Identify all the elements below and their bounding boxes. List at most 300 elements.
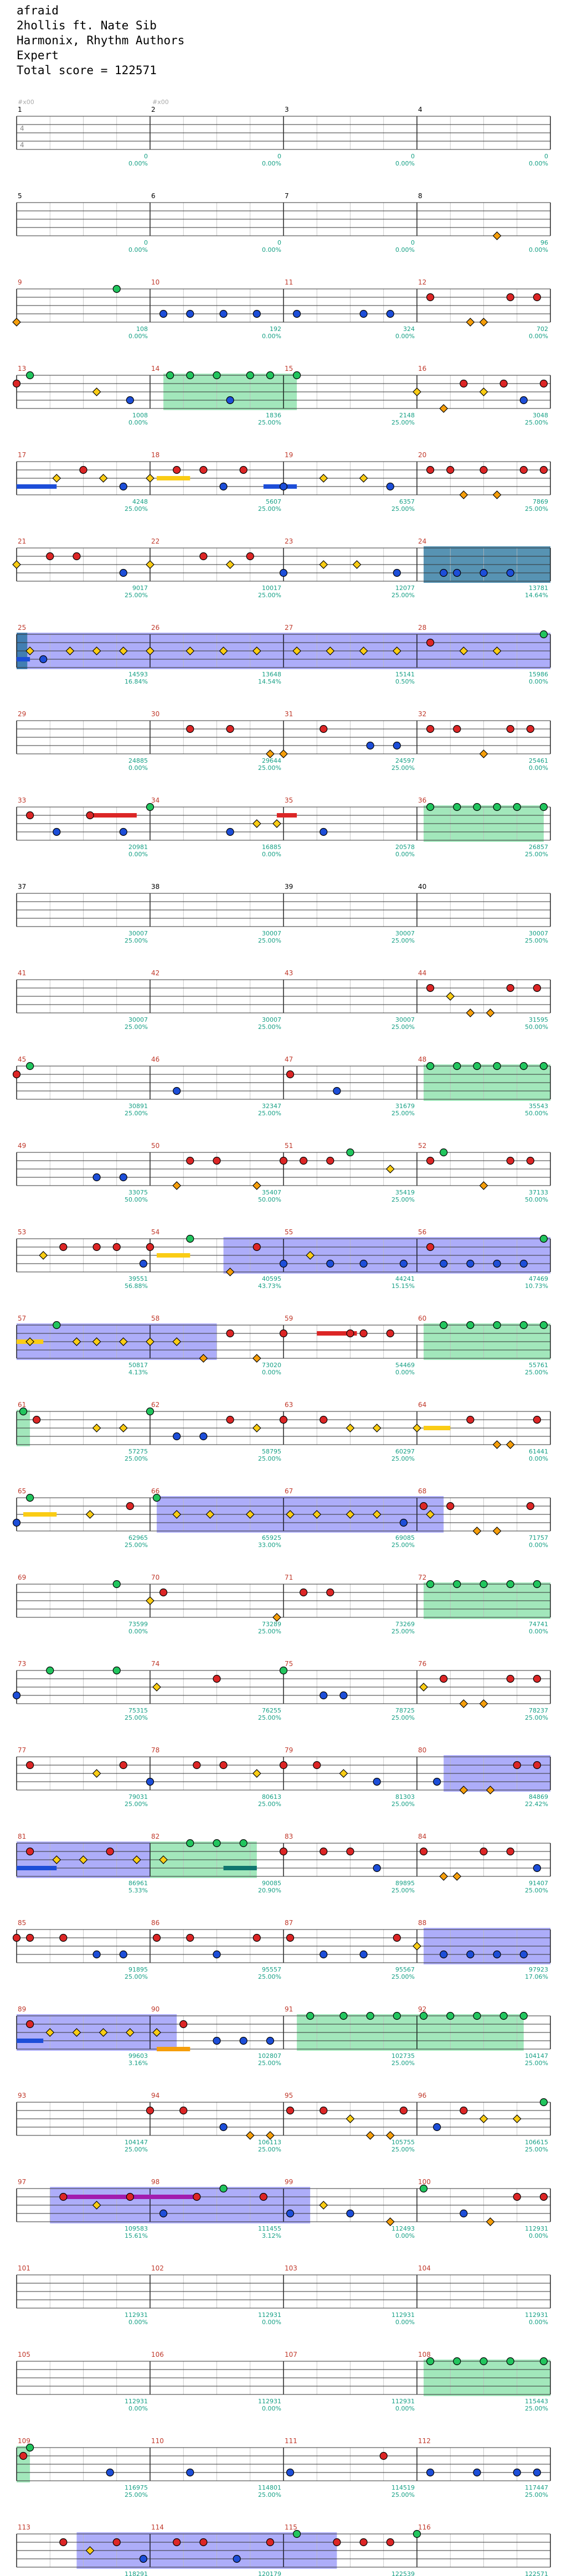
green-note xyxy=(187,1840,194,1847)
measure-score: 20578 xyxy=(395,844,415,851)
measure-percent: 25.00% xyxy=(525,1369,548,1376)
measure-number: 77 xyxy=(18,1746,27,1754)
measure-score: 2148 xyxy=(399,412,415,419)
measure-number: 9 xyxy=(18,278,22,286)
measure-percent: 25.00% xyxy=(258,2060,281,2067)
blue-note xyxy=(453,570,461,577)
orange-note xyxy=(253,1182,261,1189)
measure-number: 43 xyxy=(285,969,293,977)
red-note xyxy=(180,2107,187,2114)
yellow-note xyxy=(93,1424,101,1432)
red-note xyxy=(280,1330,287,1337)
measure-percent: 25.00% xyxy=(125,505,148,513)
blue-note xyxy=(40,656,47,663)
red-note xyxy=(200,553,207,560)
measure-score: 30007 xyxy=(262,930,281,937)
red-note xyxy=(220,1762,227,1769)
green-note xyxy=(447,2013,454,2020)
red-note xyxy=(200,2539,207,2546)
measure-percent: 0.00% xyxy=(128,851,148,858)
red-note xyxy=(187,1934,194,1942)
blue-note xyxy=(360,1260,367,1268)
measure-percent: 25.00% xyxy=(391,764,415,772)
measure-number: 86 xyxy=(151,1919,160,1927)
measure-number: 104 xyxy=(418,2264,431,2272)
measure-score: 1008 xyxy=(132,412,148,419)
blue-note xyxy=(13,1519,20,1527)
measure-number: 63 xyxy=(285,1401,293,1409)
red-note xyxy=(226,1416,234,1424)
measure-score: 30007 xyxy=(529,930,548,937)
red-note xyxy=(347,1330,354,1337)
orange-note xyxy=(440,1872,447,1880)
measure-percent: 25.00% xyxy=(391,1023,415,1031)
blue-note xyxy=(140,1260,147,1268)
measure-percent: 25.00% xyxy=(125,1714,148,1721)
green-note xyxy=(367,2013,374,2020)
measure-percent: 25.00% xyxy=(258,764,281,772)
sustain-bar xyxy=(157,1253,190,1258)
red-note xyxy=(73,553,80,560)
measure-number: 115 xyxy=(285,2523,297,2531)
measure-percent: 25.00% xyxy=(525,937,548,944)
measure-percent: 25.00% xyxy=(125,1110,148,1117)
yellow-note xyxy=(146,1597,154,1605)
measure-percent: 25.00% xyxy=(391,2060,415,2067)
red-note xyxy=(113,1244,120,1251)
yellow-note xyxy=(53,474,60,482)
measure-percent: 25.00% xyxy=(125,1455,148,1462)
red-note xyxy=(507,294,514,301)
measure-percent: 0.00% xyxy=(262,851,281,858)
yellow-note xyxy=(146,474,154,482)
red-note xyxy=(320,2107,327,2114)
measure-score: 108 xyxy=(136,325,148,333)
green-note xyxy=(453,2358,461,2365)
red-note xyxy=(246,553,254,560)
orange-note xyxy=(487,1009,494,1017)
measure-score: 115443 xyxy=(525,2398,548,2405)
green-note xyxy=(540,1063,547,1070)
measure-percent: 25.00% xyxy=(258,419,281,426)
measure-number: 20 xyxy=(418,451,427,459)
red-note xyxy=(533,985,540,992)
measure-score: 114801 xyxy=(258,2484,281,2491)
green-note xyxy=(147,804,154,811)
green-note xyxy=(340,2013,347,2020)
green-note xyxy=(540,631,547,638)
measure-number: 33 xyxy=(18,796,27,804)
measure-score: 1836 xyxy=(266,412,281,419)
measure-number: 102 xyxy=(151,2264,164,2272)
yellow-note xyxy=(386,1165,394,1173)
blue-note xyxy=(373,1865,380,1872)
blue-note xyxy=(147,1778,154,1786)
measure-number: 72 xyxy=(418,1574,427,1581)
blue-note xyxy=(120,1951,127,1958)
measure-score: 0 xyxy=(277,153,281,160)
blue-note xyxy=(120,1174,127,1181)
measure-percent: 0.00% xyxy=(262,2405,281,2412)
measure-score: 25461 xyxy=(529,757,548,764)
measure-score: 112931 xyxy=(525,2311,548,2319)
measure-percent: 25.00% xyxy=(391,937,415,944)
measure-number: 34 xyxy=(151,796,160,804)
sustain-bar xyxy=(157,2047,190,2051)
orange-note xyxy=(367,2132,374,2139)
red-note xyxy=(480,467,487,474)
measure-number: 21 xyxy=(18,537,27,545)
yellow-note xyxy=(273,820,281,827)
measure-number: 108 xyxy=(418,2351,431,2358)
red-note xyxy=(60,1244,67,1251)
measure-score: 122571 xyxy=(525,2570,548,2576)
red-note xyxy=(27,2021,34,2028)
sustain-bar xyxy=(157,476,190,480)
measure-number: 27 xyxy=(285,624,293,632)
measure-number: 94 xyxy=(151,2092,160,2099)
red-note xyxy=(327,1157,334,1165)
yellow-note xyxy=(146,561,154,568)
measure-number: 47 xyxy=(285,1056,293,1063)
orange-note xyxy=(473,1527,481,1535)
blue-note xyxy=(434,1778,441,1786)
red-note xyxy=(540,380,547,387)
blue-note xyxy=(520,1951,527,1958)
red-note xyxy=(260,2194,267,2201)
measure-score: 7869 xyxy=(533,498,548,505)
red-note xyxy=(193,1762,200,1769)
yellow-note xyxy=(253,820,261,827)
measure-score: 90085 xyxy=(262,1880,281,1887)
red-note xyxy=(427,1157,434,1165)
measure-number: 90 xyxy=(151,2005,160,2013)
measure-percent: 0.00% xyxy=(529,678,548,685)
blue-note xyxy=(520,1260,527,1268)
chart-authors: Harmonix, Rhythm Authors xyxy=(17,34,185,47)
orange-note xyxy=(480,1182,488,1189)
measure-score: 57275 xyxy=(128,1448,148,1455)
orange-note xyxy=(273,1613,281,1621)
red-note xyxy=(280,1848,287,1855)
measure-percent: 43.73% xyxy=(258,1282,281,1290)
measure-number: 10 xyxy=(151,278,160,286)
green-note xyxy=(427,804,434,811)
red-note xyxy=(427,1244,434,1251)
measure-percent: 25.00% xyxy=(391,592,415,599)
red-note xyxy=(226,726,234,733)
green-note xyxy=(540,1322,547,1329)
measure-score: 54469 xyxy=(395,1362,415,1369)
measure-score: 111455 xyxy=(258,2225,281,2232)
green-note xyxy=(507,2358,514,2365)
orange-note xyxy=(173,1182,181,1189)
measure-number: 12 xyxy=(418,278,427,286)
red-note xyxy=(507,1157,514,1165)
green-note xyxy=(220,2185,227,2192)
measure-number: 51 xyxy=(285,1142,293,1150)
red-note xyxy=(527,1503,534,1510)
measure-score: 112931 xyxy=(525,2225,548,2232)
green-note xyxy=(113,1581,120,1588)
green-note xyxy=(27,2444,34,2451)
orange-note xyxy=(507,1441,514,1449)
sustain-bar xyxy=(224,1866,257,1870)
green-note xyxy=(473,804,481,811)
measure-percent: 0.00% xyxy=(262,2319,281,2326)
measure-percent: 0.00% xyxy=(262,1369,281,1376)
measure-number: 37 xyxy=(18,883,27,891)
yellow-note xyxy=(13,561,20,568)
measure-number: 110 xyxy=(151,2437,164,2445)
measure-score: 80613 xyxy=(262,1793,281,1801)
green-note xyxy=(27,372,34,379)
red-note xyxy=(13,380,20,387)
green-note xyxy=(266,372,274,379)
blue-note xyxy=(120,570,127,577)
measure-percent: 14.54% xyxy=(258,678,281,685)
measure-percent: 0.00% xyxy=(395,2319,415,2326)
difficulty-label: Expert xyxy=(17,49,59,62)
blue-note xyxy=(226,397,234,404)
measure-percent: 25.00% xyxy=(391,1455,415,1462)
green-note xyxy=(293,372,301,379)
measure-number: 17 xyxy=(18,451,27,459)
green-note xyxy=(480,2358,487,2365)
green-note xyxy=(187,1235,194,1243)
measure-number: 18 xyxy=(151,451,160,459)
green-note xyxy=(493,1063,501,1070)
measure-score: 78725 xyxy=(395,1707,415,1714)
red-note xyxy=(213,1157,220,1165)
measure-number: 53 xyxy=(18,1228,27,1236)
sustain-bar xyxy=(424,1426,450,1430)
measure-number: 107 xyxy=(285,2351,297,2358)
green-note xyxy=(540,804,547,811)
red-note xyxy=(187,726,194,733)
measure-percent: 25.00% xyxy=(258,2491,281,2499)
measure-score: 91895 xyxy=(128,1966,148,1973)
red-note xyxy=(447,467,454,474)
orange-note xyxy=(487,2218,494,2226)
measure-percent: 25.00% xyxy=(258,1110,281,1117)
orange-note xyxy=(493,232,501,240)
sustain-bar xyxy=(17,2039,43,2043)
measure-score: 106113 xyxy=(258,2139,281,2146)
measure-score: 112931 xyxy=(125,2398,148,2405)
green-note xyxy=(20,1408,27,1415)
measure-number: 5 xyxy=(18,192,22,200)
measure-number: 48 xyxy=(418,1056,427,1063)
red-note xyxy=(527,1157,534,1165)
blue-note xyxy=(126,397,133,404)
green-note xyxy=(467,1322,474,1329)
blue-note xyxy=(440,570,447,577)
measure-number: 28 xyxy=(418,624,427,632)
green-note xyxy=(420,2013,427,2020)
measure-percent: 15.15% xyxy=(391,1282,415,1290)
measure-percent: 25.00% xyxy=(391,505,415,513)
measure-number: 81 xyxy=(18,1833,27,1840)
measure-number: 14 xyxy=(151,365,160,373)
measure-score: 95557 xyxy=(262,1966,281,1973)
blue-note xyxy=(120,483,127,490)
yellow-note xyxy=(347,2115,354,2123)
red-note xyxy=(27,812,34,819)
measure-percent: 0.00% xyxy=(395,246,415,254)
measure-score: 15141 xyxy=(395,671,415,678)
measure-number: 76 xyxy=(418,1660,427,1668)
measure-number: 31 xyxy=(285,710,293,718)
orange-note xyxy=(480,318,488,326)
measure-number: 96 xyxy=(418,2092,427,2099)
measure-score: 73020 xyxy=(262,1362,281,1369)
measure-number: 88 xyxy=(418,1919,427,1927)
measure-number: 59 xyxy=(285,1315,293,1322)
measure-score: 99603 xyxy=(128,2052,148,2060)
measure-number: 49 xyxy=(18,1142,27,1150)
measure-percent: 25.00% xyxy=(525,851,548,858)
measure-score: 15986 xyxy=(529,671,548,678)
red-note xyxy=(427,985,434,992)
song-artist: 2hollis ft. Nate Sib xyxy=(17,19,157,32)
measure-percent: 0.00% xyxy=(395,1369,415,1376)
measure-score: 14593 xyxy=(128,671,148,678)
measure-number: 16 xyxy=(418,365,427,373)
red-note xyxy=(280,1762,287,1769)
measure-number: 55 xyxy=(285,1228,293,1236)
blue-note xyxy=(160,311,167,318)
red-note xyxy=(226,1330,234,1337)
measure-number: 23 xyxy=(285,537,293,545)
measure-percent: 22.42% xyxy=(525,1801,548,1808)
yellow-note xyxy=(353,561,361,568)
measure-number: 66 xyxy=(151,1487,160,1495)
orange-note xyxy=(460,491,467,499)
measure-number: 113 xyxy=(18,2523,30,2531)
measure-percent: 0.00% xyxy=(128,1628,148,1635)
red-note xyxy=(266,2539,274,2546)
measure-percent: 25.00% xyxy=(525,2060,548,2067)
measure-percent: 20.90% xyxy=(258,1887,281,1894)
yellow-note xyxy=(513,2115,521,2123)
blue-note xyxy=(434,2124,441,2131)
measure-number: 39 xyxy=(285,883,293,891)
measure-score: 109583 xyxy=(125,2225,148,2232)
red-note xyxy=(386,2539,394,2546)
measure-number: 73 xyxy=(18,1660,27,1668)
measure-score: 6357 xyxy=(399,498,415,505)
measure-number: 116 xyxy=(418,2523,431,2531)
red-note xyxy=(533,1675,540,1683)
orange-note xyxy=(280,750,287,758)
red-note xyxy=(106,1848,114,1855)
red-note xyxy=(533,1762,540,1769)
green-note xyxy=(520,1322,527,1329)
measure-percent: 0.00% xyxy=(262,333,281,340)
measure-score: 32347 xyxy=(262,1103,281,1110)
measure-score: 117447 xyxy=(525,2484,548,2491)
blue-note xyxy=(106,2469,114,2476)
red-note xyxy=(420,1503,427,1510)
measure-number: 99 xyxy=(285,2178,293,2186)
green-note xyxy=(427,1063,434,1070)
measure-number: 7 xyxy=(285,192,289,200)
measure-number: 74 xyxy=(151,1660,160,1668)
red-note xyxy=(440,1675,447,1683)
red-note xyxy=(60,2194,67,2201)
measure-number: 95 xyxy=(285,2092,293,2099)
green-note xyxy=(533,1581,540,1588)
blue-note xyxy=(507,570,514,577)
green-note xyxy=(473,2013,481,2020)
blue-note xyxy=(320,1951,327,1958)
measure-percent: 0.00% xyxy=(529,1628,548,1635)
yellow-note xyxy=(413,388,421,396)
measure-score: 324 xyxy=(403,325,415,333)
measure-score: 104147 xyxy=(525,2052,548,2060)
red-note xyxy=(126,1503,133,1510)
blue-note xyxy=(187,2469,194,2476)
measure-percent: 4.13% xyxy=(128,1369,148,1376)
measure-score: 75315 xyxy=(128,1707,148,1714)
yellow-note xyxy=(253,1770,261,1777)
measure-number: 8 xyxy=(418,192,422,200)
measure-score: 86961 xyxy=(128,1880,148,1887)
measure-score: 73599 xyxy=(128,1621,148,1628)
measure-number: 70 xyxy=(151,1574,160,1581)
measure-score: 40595 xyxy=(262,1275,281,1282)
measure-number: 80 xyxy=(418,1746,427,1754)
orange-note xyxy=(493,1527,501,1535)
green-note xyxy=(453,804,461,811)
red-note xyxy=(20,2453,27,2460)
red-note xyxy=(126,2194,133,2201)
blue-note xyxy=(513,2469,520,2476)
measure-percent: 0.00% xyxy=(529,1455,548,1462)
measure-score: 35407 xyxy=(262,1189,281,1196)
measure-percent: 25.00% xyxy=(391,1887,415,1894)
measure-percent: 25.00% xyxy=(525,2491,548,2499)
red-note xyxy=(287,1934,294,1942)
red-note xyxy=(500,380,507,387)
measure-score: 29644 xyxy=(262,757,281,764)
measure-score: 3048 xyxy=(533,412,548,419)
measure-score: 30007 xyxy=(395,1016,415,1023)
blue-note xyxy=(240,2037,247,2045)
orange-note xyxy=(466,1009,474,1017)
red-note xyxy=(240,467,247,474)
red-note xyxy=(520,467,527,474)
red-note xyxy=(320,726,327,733)
measure-score: 118291 xyxy=(125,2570,148,2576)
measure-number: 68 xyxy=(418,1487,427,1495)
yellow-note xyxy=(153,1683,161,1691)
red-note xyxy=(60,2539,67,2546)
measure-score: 26857 xyxy=(529,844,548,851)
measure-score: 112493 xyxy=(391,2225,415,2232)
measure-number: 82 xyxy=(151,1833,160,1840)
blue-note xyxy=(327,1260,334,1268)
measure-score: 33075 xyxy=(128,1189,148,1196)
red-note xyxy=(513,2194,520,2201)
red-note xyxy=(533,294,540,301)
blue-note xyxy=(467,1951,474,1958)
blue-note xyxy=(467,1260,474,1268)
green-note xyxy=(187,372,194,379)
measure-percent: 25.00% xyxy=(391,2146,415,2153)
measure-number: 3 xyxy=(285,106,289,113)
